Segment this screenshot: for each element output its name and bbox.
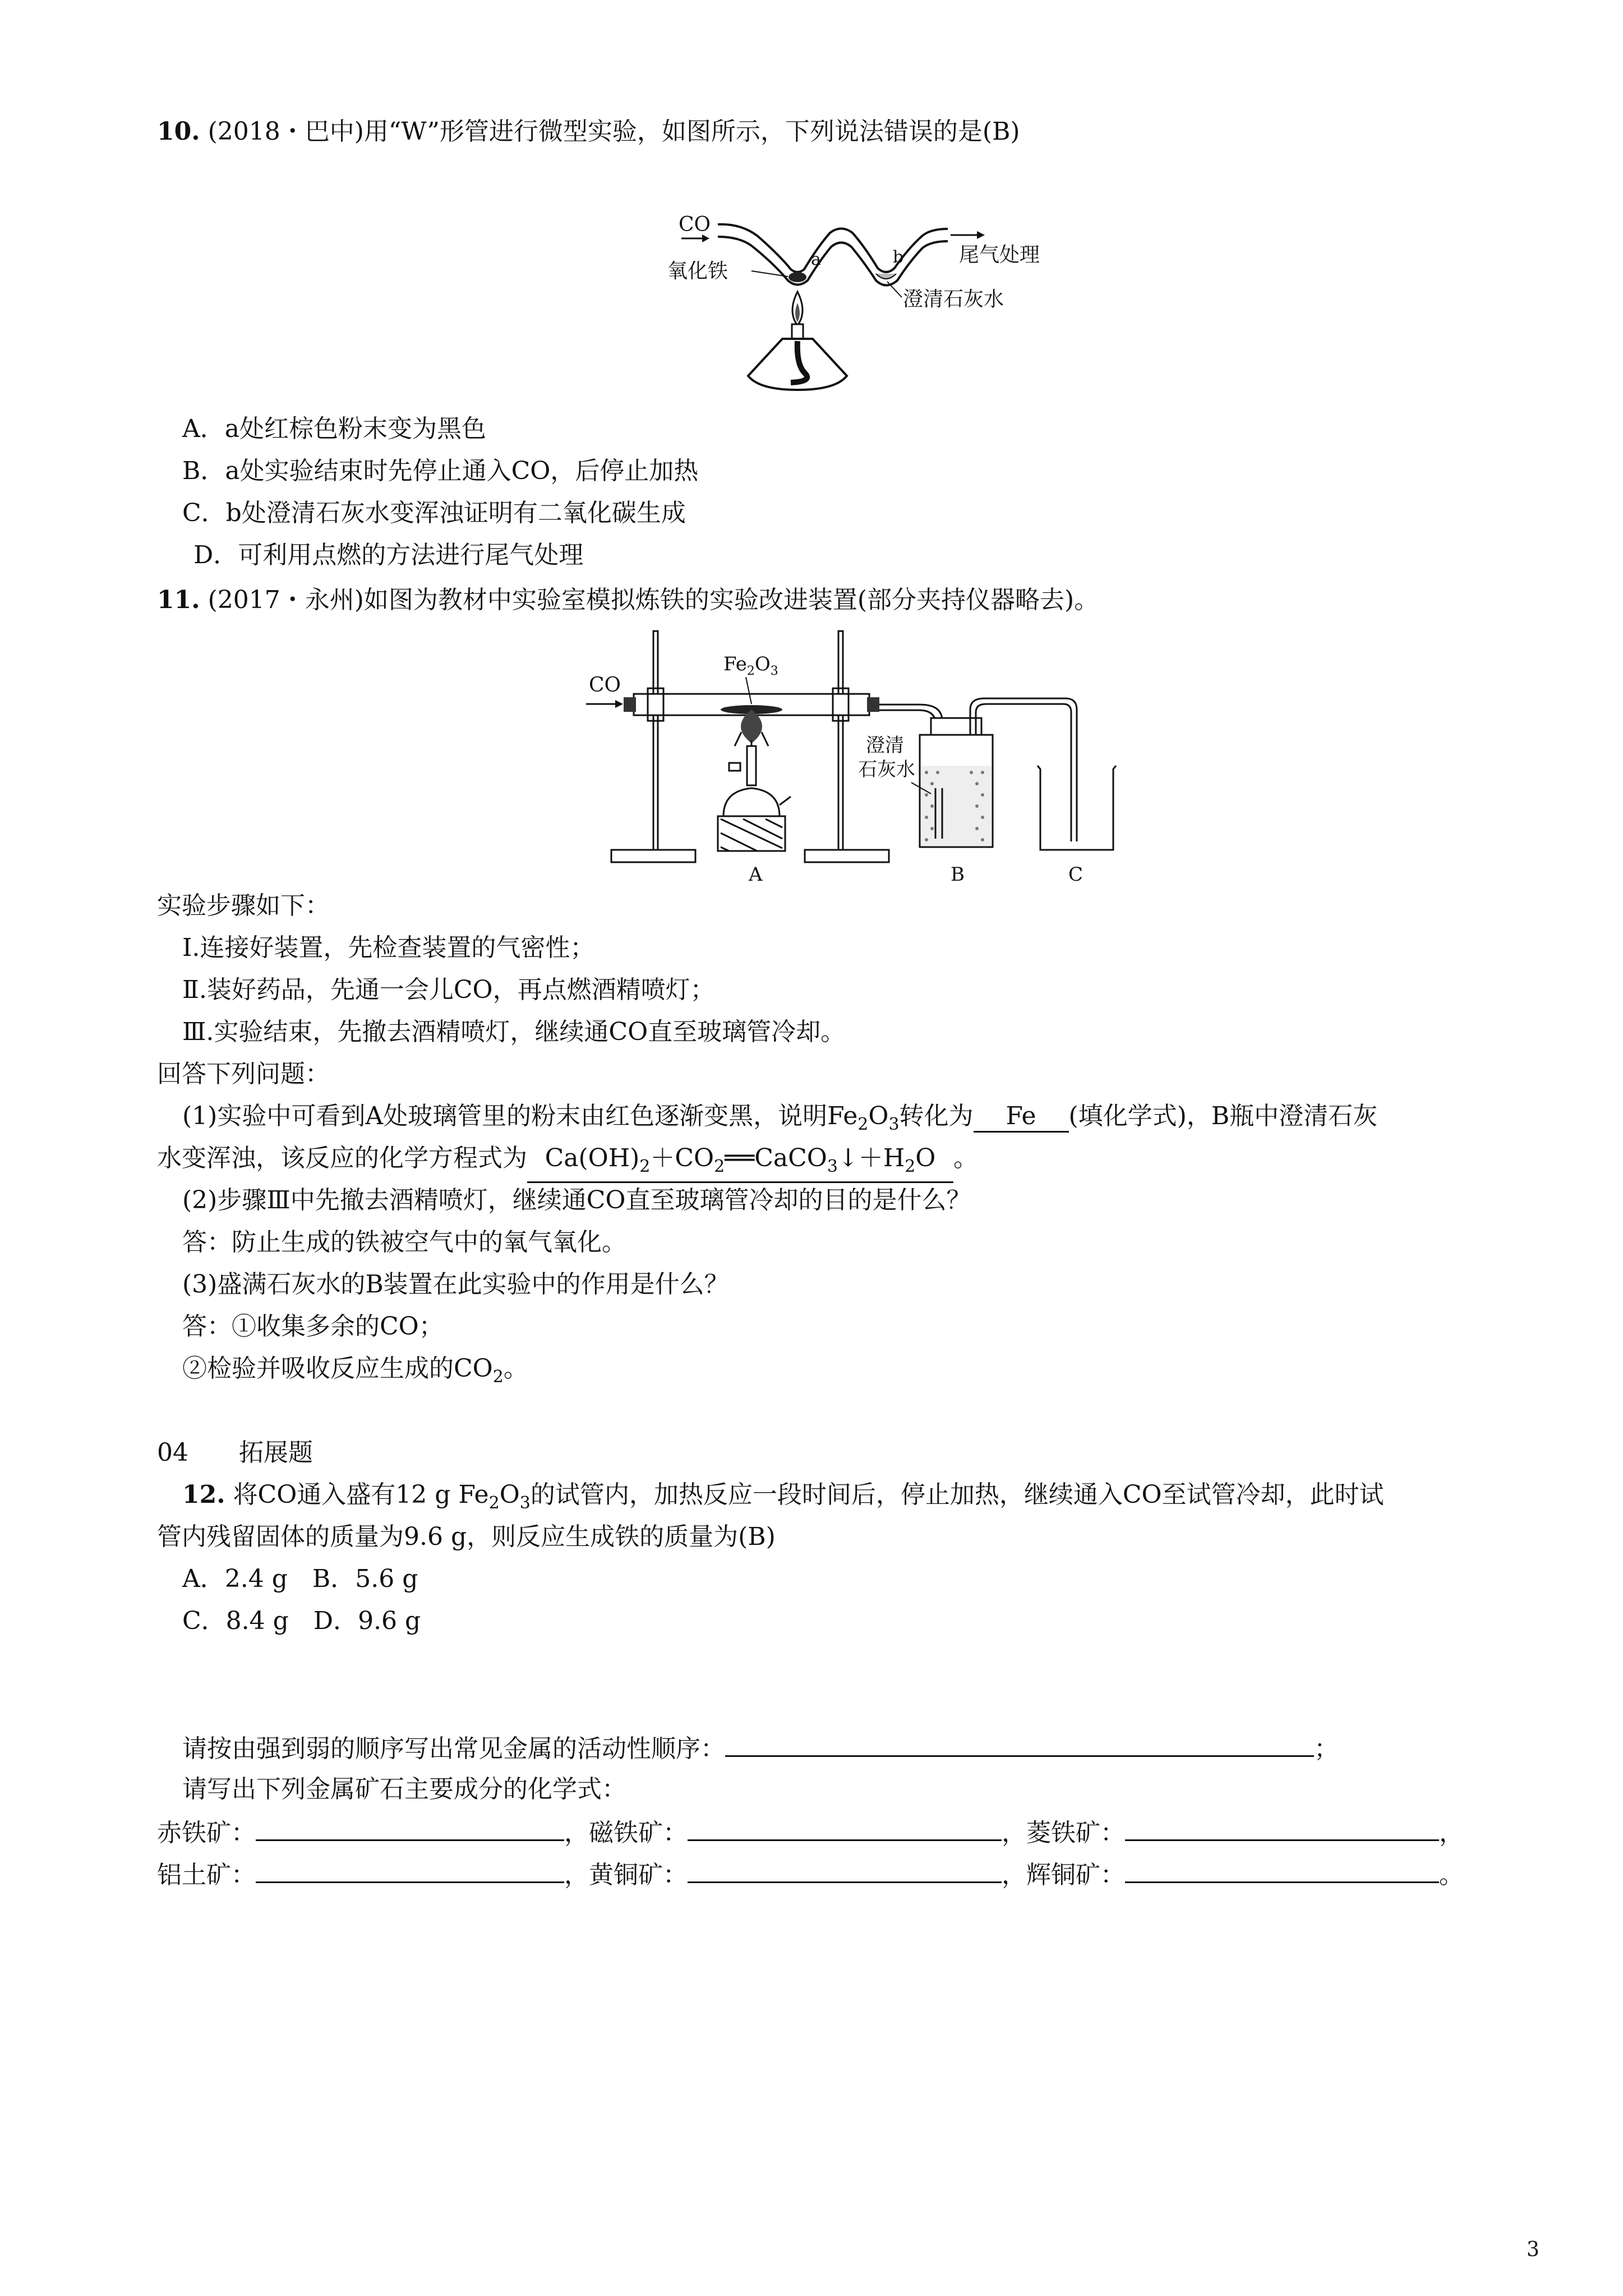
q12-options-row2: C．8.4 g D．9.6 g <box>182 1607 421 1635</box>
w-tube-tail-label: 尾气处理 <box>959 243 1040 266</box>
apparatus-label-c: C <box>1068 863 1083 886</box>
apparatus-label-a: A <box>749 863 763 886</box>
q10-number: 10. <box>157 117 200 146</box>
ores-row1: 赤铁矿： ，磁铁矿： ，菱铁矿： ， <box>157 1815 1464 1850</box>
w-tube-co-label: CO <box>679 213 711 236</box>
q11-number: 11. <box>157 586 200 614</box>
q10-option-d: D．可利用点燃的方法进行尾气处理 <box>193 541 584 569</box>
magnetite-blank[interactable] <box>688 1815 1002 1841</box>
review-line1: 请按由强到弱的顺序写出常见金属的活动性顺序： ； <box>182 1731 1339 1766</box>
q10-option-c: C．b处澄清石灰水变浑浊证明有二氧化碳生成 <box>182 499 686 527</box>
q10-stem <box>157 115 1020 149</box>
iron-smelting-apparatus-figure <box>583 625 1155 889</box>
w-tube-b-label: b <box>893 247 904 267</box>
apparatus-co-label: CO <box>589 674 621 697</box>
w-tube-limewater-label: 澄清石灰水 <box>903 288 1004 311</box>
q11-part3-answer-2: ②检验并吸收反应生成的$CO_2$。 <box>182 1354 528 1387</box>
review-line2: 请写出下列金属矿石主要成分的化学式： <box>182 1775 626 1803</box>
q11-step-1: Ⅰ.连接好装置，先检查装置的气密性； <box>182 933 595 962</box>
q11-answer-title: 回答下列问题： <box>157 1060 330 1088</box>
section-title: 拓展题 <box>239 1438 313 1467</box>
apparatus-label-b: B <box>951 863 965 886</box>
w-tube-a-label: a <box>811 250 821 269</box>
chalcocite-blank[interactable] <box>1125 1857 1439 1883</box>
hematite-blank[interactable] <box>256 1815 564 1841</box>
w-tube-figure <box>667 202 1060 398</box>
ores-row2: 铝土矿： ，黄铜矿： ，辉铜矿： 。 <box>157 1857 1464 1892</box>
q11-part1-line1: (1)实验中可看到A处玻璃管里的粉末由红色逐渐变黑，说明$Fe_2O_3$转化为 Fe (填化学式)，B瓶中澄清石灰 <box>182 1102 1378 1134</box>
siderite-blank[interactable] <box>1125 1815 1439 1841</box>
q11-part1-line2: 水变浑浊，该反应的化学方程式为 $Ca(OH)_2+CO_2══CaCO_3↓+H_2O$ 。 <box>157 1142 978 1183</box>
q12-stem-line1: 12. 将CO通入盛有12 g $Fe_2O_3$的试管内，加热反应一段时间后，停止加热，继续通入CO至试管冷却，此时试 <box>182 1480 1384 1513</box>
q10-option-b: B．a处实验结束时先停止通入CO，后停止加热 <box>182 457 699 485</box>
page-number: 3 <box>1527 2238 1539 2261</box>
q11-part2-answer: 答：防止生成的铁被空气中的氧气氧化。 <box>182 1228 626 1257</box>
section-heading <box>157 1436 313 1470</box>
q11-stem-text: (2017・永州)如图为教材中实验室模拟炼铁的实验改进装置(部分夹持仪器略去)。 <box>208 586 1099 614</box>
w-tube-iron-oxide-label: 氧化铁 <box>667 260 728 283</box>
q11-stem <box>157 583 1099 617</box>
q11-steps-title: 实验步骤如下： <box>157 891 330 920</box>
q11-part3-answer-1: 答：①收集多余的CO； <box>182 1312 444 1341</box>
bauxite-blank[interactable] <box>256 1857 564 1883</box>
q11-step-3: Ⅲ.实验结束，先撤去酒精喷灯，继续通CO直至玻璃管冷却。 <box>182 1018 846 1046</box>
section-number: 04 <box>157 1438 188 1467</box>
apparatus-limewater-label-1: 澄清 <box>866 734 904 757</box>
chalcopyrite-blank[interactable] <box>688 1857 1002 1883</box>
q12-number: 12. <box>182 1480 225 1509</box>
q11-part3-question: (3)盛满石灰水的B装置在此实验中的作用是什么？ <box>182 1270 729 1299</box>
activity-series-blank[interactable] <box>725 1731 1314 1757</box>
q10-stem-text: (2018・巴中)用“W”形管进行微型实验，如图所示，下列说法错误的是(B) <box>208 117 1020 146</box>
q11-part2-question: (2)步骤Ⅲ中先撤去酒精喷灯，继续通CO直至玻璃管冷却的目的是什么？ <box>182 1186 971 1214</box>
q10-option-a: A．a处红棕色粉末变为黑色 <box>182 415 487 443</box>
q11-step-2: Ⅱ.装好药品，先通一会儿CO，再点燃酒精喷灯； <box>182 976 715 1004</box>
apparatus-fe2o3-label: $Fe_2O_3$ <box>723 653 778 678</box>
q12-options-row1: A．2.4 g B．5.6 g <box>182 1565 418 1593</box>
q12-stem-line2: 管内残留固体的质量为9.6 g，则反应生成铁的质量为(B) <box>157 1522 776 1551</box>
q11-answer-equation: $Ca(OH)_2+CO_2══CaCO_3↓+H_2O$ <box>527 1144 953 1183</box>
q11-answer-fe: Fe <box>974 1102 1069 1133</box>
apparatus-limewater-label-2: 石灰水 <box>858 758 915 781</box>
